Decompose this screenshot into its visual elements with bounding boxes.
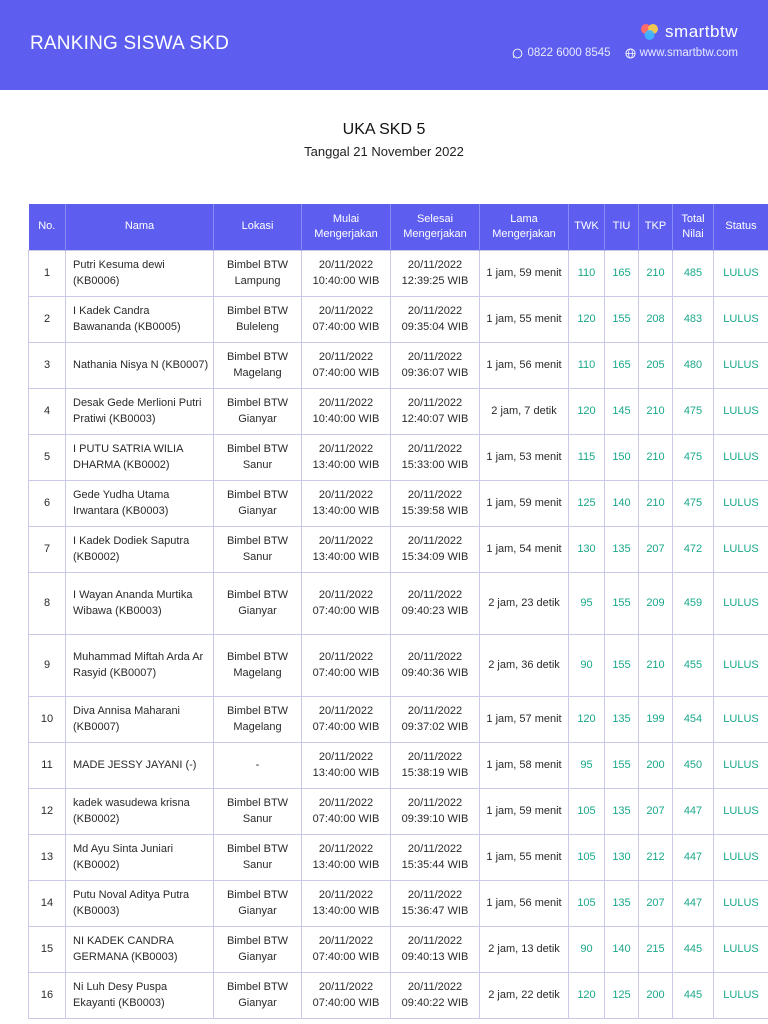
cell-tkp: 208 bbox=[639, 296, 673, 342]
cell-lama: 1 jam, 55 menit bbox=[480, 834, 569, 880]
table-row bbox=[29, 880, 768, 926]
page-title: RANKING SISWA SKD bbox=[30, 33, 230, 54]
cell-total: 483 bbox=[673, 296, 714, 342]
cell-status: LULUS bbox=[714, 972, 768, 1018]
cell-total: 475 bbox=[673, 388, 714, 434]
cell-nama: Desak Gede Merlioni Putri Pratiwi (KB0003) bbox=[66, 388, 214, 434]
cell-status: LULUS bbox=[714, 480, 768, 526]
cell-lokasi: Bimbel BTW Sanur bbox=[214, 788, 302, 834]
cell-status: LULUS bbox=[714, 296, 768, 342]
cell-lama: 2 jam, 7 detik bbox=[480, 388, 569, 434]
table-row bbox=[29, 342, 768, 388]
cell-selesai: 20/11/2022 09:37:02 WIB bbox=[391, 696, 480, 742]
cell-selesai: 20/11/2022 12:39:25 WIB bbox=[391, 250, 480, 296]
cell-mulai: 20/11/2022 10:40:00 WIB bbox=[302, 250, 391, 296]
whatsapp-icon bbox=[512, 48, 523, 59]
cell-mulai: 20/11/2022 07:40:00 WIB bbox=[302, 342, 391, 388]
phone-number: 0822 6000 8545 bbox=[527, 47, 611, 59]
cell-lama: 1 jam, 59 menit bbox=[480, 480, 569, 526]
header-lama: Lama Mengerjakan bbox=[480, 204, 569, 250]
cell-tiu: 155 bbox=[605, 742, 639, 788]
cell-tiu: 125 bbox=[605, 972, 639, 1018]
cell-twk: 130 bbox=[569, 526, 605, 572]
cell-lama: 1 jam, 55 menit bbox=[480, 296, 569, 342]
cell-total: 454 bbox=[673, 696, 714, 742]
table-row bbox=[29, 788, 768, 834]
cell-tkp: 200 bbox=[639, 742, 673, 788]
table-row bbox=[29, 250, 768, 296]
cell-twk: 95 bbox=[569, 742, 605, 788]
cell-twk: 120 bbox=[569, 696, 605, 742]
cell-no: 1 bbox=[29, 250, 66, 296]
cell-twk: 90 bbox=[569, 926, 605, 972]
cell-selesai: 20/11/2022 15:36:47 WIB bbox=[391, 880, 480, 926]
header-tkp: TKP bbox=[639, 204, 673, 250]
cell-tkp: 212 bbox=[639, 834, 673, 880]
cell-lokasi: Bimbel BTW Magelang bbox=[214, 342, 302, 388]
cell-tiu: 145 bbox=[605, 388, 639, 434]
cell-twk: 105 bbox=[569, 880, 605, 926]
cell-nama: Putu Noval Aditya Putra (KB0003) bbox=[66, 880, 214, 926]
header-banner bbox=[0, 0, 768, 90]
brand-name: smartbtw bbox=[665, 22, 738, 41]
cell-total: 480 bbox=[673, 342, 714, 388]
cell-mulai: 20/11/2022 13:40:00 WIB bbox=[302, 434, 391, 480]
cell-selesai: 20/11/2022 15:33:00 WIB bbox=[391, 434, 480, 480]
cell-mulai: 20/11/2022 10:40:00 WIB bbox=[302, 388, 391, 434]
table-row bbox=[29, 480, 768, 526]
cell-nama: MADE JESSY JAYANI (-) bbox=[66, 742, 214, 788]
cell-nama: kadek wasudewa krisna (KB0002) bbox=[66, 788, 214, 834]
table-row bbox=[29, 434, 768, 480]
table-row bbox=[29, 388, 768, 434]
cell-status: LULUS bbox=[714, 342, 768, 388]
cell-twk: 120 bbox=[569, 296, 605, 342]
cell-lama: 2 jam, 22 detik bbox=[480, 972, 569, 1018]
smartbtw-logo-icon bbox=[639, 22, 661, 42]
cell-nama: I Wayan Ananda Murtika Wibawa (KB0003) bbox=[66, 572, 214, 634]
cell-tkp: 209 bbox=[639, 572, 673, 634]
cell-status: LULUS bbox=[714, 742, 768, 788]
cell-selesai: 20/11/2022 09:40:13 WIB bbox=[391, 926, 480, 972]
cell-selesai: 20/11/2022 15:35:44 WIB bbox=[391, 834, 480, 880]
cell-no: 8 bbox=[29, 572, 66, 634]
cell-tkp: 207 bbox=[639, 880, 673, 926]
cell-lama: 1 jam, 56 menit bbox=[480, 342, 569, 388]
cell-status: LULUS bbox=[714, 434, 768, 480]
header-mulai: Mulai Mengerjakan bbox=[302, 204, 391, 250]
header-twk: TWK bbox=[569, 204, 605, 250]
cell-total: 459 bbox=[673, 572, 714, 634]
cell-tiu: 165 bbox=[605, 342, 639, 388]
table-row bbox=[29, 972, 768, 1018]
cell-selesai: 20/11/2022 09:40:22 WIB bbox=[391, 972, 480, 1018]
cell-mulai: 20/11/2022 07:40:00 WIB bbox=[302, 696, 391, 742]
cell-twk: 115 bbox=[569, 434, 605, 480]
contact-info bbox=[512, 47, 738, 59]
table-row bbox=[29, 742, 768, 788]
cell-total: 447 bbox=[673, 834, 714, 880]
cell-lokasi: Bimbel BTW Buleleng bbox=[214, 296, 302, 342]
cell-mulai: 20/11/2022 07:40:00 WIB bbox=[302, 572, 391, 634]
brand bbox=[639, 22, 738, 42]
header-total: Total Nilai bbox=[673, 204, 714, 250]
cell-mulai: 20/11/2022 07:40:00 WIB bbox=[302, 926, 391, 972]
cell-lokasi: Bimbel BTW Gianyar bbox=[214, 388, 302, 434]
cell-tkp: 210 bbox=[639, 634, 673, 696]
cell-twk: 120 bbox=[569, 972, 605, 1018]
cell-tiu: 140 bbox=[605, 926, 639, 972]
cell-nama: Gede Yudha Utama Irwantara (KB0003) bbox=[66, 480, 214, 526]
cell-no: 3 bbox=[29, 342, 66, 388]
table-row bbox=[29, 572, 768, 634]
cell-selesai: 20/11/2022 09:40:23 WIB bbox=[391, 572, 480, 634]
cell-total: 450 bbox=[673, 742, 714, 788]
cell-lama: 1 jam, 53 menit bbox=[480, 434, 569, 480]
cell-tkp: 207 bbox=[639, 526, 673, 572]
cell-selesai: 20/11/2022 09:35:04 WIB bbox=[391, 296, 480, 342]
cell-total: 475 bbox=[673, 434, 714, 480]
cell-total: 445 bbox=[673, 926, 714, 972]
cell-tiu: 165 bbox=[605, 250, 639, 296]
cell-twk: 110 bbox=[569, 250, 605, 296]
cell-mulai: 20/11/2022 13:40:00 WIB bbox=[302, 880, 391, 926]
cell-tiu: 135 bbox=[605, 788, 639, 834]
cell-lama: 1 jam, 58 menit bbox=[480, 742, 569, 788]
website-link[interactable]: www.smartbtw.com bbox=[639, 47, 738, 59]
cell-status: LULUS bbox=[714, 250, 768, 296]
table-header-row bbox=[29, 204, 768, 250]
cell-no: 6 bbox=[29, 480, 66, 526]
document-title: UKA SKD 5 bbox=[342, 121, 426, 138]
document-date: Tanggal 21 November 2022 bbox=[304, 144, 464, 159]
cell-lokasi: Bimbel BTW Gianyar bbox=[214, 880, 302, 926]
header-status: Status bbox=[714, 204, 768, 250]
cell-twk: 120 bbox=[569, 388, 605, 434]
cell-lokasi: Bimbel BTW Magelang bbox=[214, 634, 302, 696]
cell-tiu: 135 bbox=[605, 880, 639, 926]
cell-twk: 105 bbox=[569, 834, 605, 880]
cell-lama: 2 jam, 13 detik bbox=[480, 926, 569, 972]
cell-mulai: 20/11/2022 07:40:00 WIB bbox=[302, 296, 391, 342]
cell-no: 7 bbox=[29, 526, 66, 572]
cell-lokasi: Bimbel BTW Sanur bbox=[214, 434, 302, 480]
cell-status: LULUS bbox=[714, 388, 768, 434]
cell-lokasi: Bimbel BTW Sanur bbox=[214, 834, 302, 880]
cell-status: LULUS bbox=[714, 634, 768, 696]
cell-selesai: 20/11/2022 09:40:36 WIB bbox=[391, 634, 480, 696]
cell-mulai: 20/11/2022 07:40:00 WIB bbox=[302, 788, 391, 834]
cell-nama: Muhammad Miftah Arda Ar Rasyid (KB0007) bbox=[66, 634, 214, 696]
cell-selesai: 20/11/2022 15:38:19 WIB bbox=[391, 742, 480, 788]
cell-status: LULUS bbox=[714, 572, 768, 634]
cell-nama: Ni Luh Desy Puspa Ekayanti (KB0003) bbox=[66, 972, 214, 1018]
cell-no: 5 bbox=[29, 434, 66, 480]
table-row bbox=[29, 296, 768, 342]
cell-no: 4 bbox=[29, 388, 66, 434]
cell-no: 11 bbox=[29, 742, 66, 788]
cell-no: 13 bbox=[29, 834, 66, 880]
cell-tkp: 210 bbox=[639, 480, 673, 526]
cell-tkp: 199 bbox=[639, 696, 673, 742]
cell-total: 475 bbox=[673, 480, 714, 526]
cell-selesai: 20/11/2022 09:39:10 WIB bbox=[391, 788, 480, 834]
cell-lokasi: Bimbel BTW Magelang bbox=[214, 696, 302, 742]
cell-lokasi: Bimbel BTW Gianyar bbox=[214, 572, 302, 634]
cell-twk: 125 bbox=[569, 480, 605, 526]
table-row bbox=[29, 634, 768, 696]
cell-selesai: 20/11/2022 09:36:07 WIB bbox=[391, 342, 480, 388]
cell-total: 447 bbox=[673, 880, 714, 926]
cell-status: LULUS bbox=[714, 834, 768, 880]
cell-no: 15 bbox=[29, 926, 66, 972]
cell-lama: 2 jam, 23 detik bbox=[480, 572, 569, 634]
header-nama: Nama bbox=[66, 204, 214, 250]
table-row bbox=[29, 696, 768, 742]
cell-total: 472 bbox=[673, 526, 714, 572]
cell-lama: 1 jam, 56 menit bbox=[480, 880, 569, 926]
header-lokasi: Lokasi bbox=[214, 204, 302, 250]
cell-tkp: 210 bbox=[639, 250, 673, 296]
cell-nama: Md Ayu Sinta Juniari (KB0002) bbox=[66, 834, 214, 880]
header-no: No. bbox=[29, 204, 66, 250]
cell-tiu: 155 bbox=[605, 296, 639, 342]
cell-twk: 95 bbox=[569, 572, 605, 634]
cell-tiu: 155 bbox=[605, 634, 639, 696]
cell-mulai: 20/11/2022 13:40:00 WIB bbox=[302, 480, 391, 526]
cell-status: LULUS bbox=[714, 696, 768, 742]
cell-no: 12 bbox=[29, 788, 66, 834]
cell-nama: Putri Kesuma dewi (KB0006) bbox=[66, 250, 214, 296]
cell-status: LULUS bbox=[714, 526, 768, 572]
cell-tiu: 135 bbox=[605, 696, 639, 742]
cell-nama: I Kadek Dodiek Saputra (KB0002) bbox=[66, 526, 214, 572]
cell-total: 445 bbox=[673, 972, 714, 1018]
cell-twk: 90 bbox=[569, 634, 605, 696]
cell-selesai: 20/11/2022 15:39:58 WIB bbox=[391, 480, 480, 526]
cell-total: 455 bbox=[673, 634, 714, 696]
cell-total: 447 bbox=[673, 788, 714, 834]
cell-lama: 1 jam, 59 menit bbox=[480, 250, 569, 296]
cell-mulai: 20/11/2022 07:40:00 WIB bbox=[302, 972, 391, 1018]
cell-tkp: 210 bbox=[639, 434, 673, 480]
cell-tiu: 155 bbox=[605, 572, 639, 634]
cell-mulai: 20/11/2022 13:40:00 WIB bbox=[302, 834, 391, 880]
cell-mulai: 20/11/2022 07:40:00 WIB bbox=[302, 634, 391, 696]
cell-lama: 1 jam, 54 menit bbox=[480, 526, 569, 572]
cell-lokasi: Bimbel BTW Gianyar bbox=[214, 972, 302, 1018]
cell-nama: I PUTU SATRIA WILIA DHARMA (KB0002) bbox=[66, 434, 214, 480]
table-row bbox=[29, 834, 768, 880]
cell-total: 485 bbox=[673, 250, 714, 296]
cell-lama: 2 jam, 36 detik bbox=[480, 634, 569, 696]
table-row bbox=[29, 526, 768, 572]
cell-lokasi: Bimbel BTW Lampung bbox=[214, 250, 302, 296]
cell-lokasi: Bimbel BTW Gianyar bbox=[214, 926, 302, 972]
cell-status: LULUS bbox=[714, 880, 768, 926]
cell-tkp: 210 bbox=[639, 388, 673, 434]
cell-no: 10 bbox=[29, 696, 66, 742]
cell-lokasi: Bimbel BTW Sanur bbox=[214, 526, 302, 572]
cell-nama: I Kadek Candra Bawananda (KB0005) bbox=[66, 296, 214, 342]
cell-tiu: 130 bbox=[605, 834, 639, 880]
cell-no: 9 bbox=[29, 634, 66, 696]
cell-tiu: 140 bbox=[605, 480, 639, 526]
cell-twk: 105 bbox=[569, 788, 605, 834]
cell-status: LULUS bbox=[714, 926, 768, 972]
cell-lama: 1 jam, 57 menit bbox=[480, 696, 569, 742]
cell-lokasi: Bimbel BTW Gianyar bbox=[214, 480, 302, 526]
cell-lokasi: - bbox=[214, 742, 302, 788]
cell-selesai: 20/11/2022 12:40:07 WIB bbox=[391, 388, 480, 434]
cell-twk: 110 bbox=[569, 342, 605, 388]
cell-nama: NI KADEK CANDRA GERMANA (KB0003) bbox=[66, 926, 214, 972]
cell-tkp: 200 bbox=[639, 972, 673, 1018]
cell-nama: Nathania Nisya N (KB0007) bbox=[66, 342, 214, 388]
cell-tkp: 215 bbox=[639, 926, 673, 972]
cell-lama: 1 jam, 59 menit bbox=[480, 788, 569, 834]
cell-no: 14 bbox=[29, 880, 66, 926]
ranking-table bbox=[28, 204, 768, 1019]
table-row bbox=[29, 926, 768, 972]
cell-no: 2 bbox=[29, 296, 66, 342]
cell-selesai: 20/11/2022 15:34:09 WIB bbox=[391, 526, 480, 572]
cell-tkp: 205 bbox=[639, 342, 673, 388]
cell-nama: Diva Annisa Maharani (KB0007) bbox=[66, 696, 214, 742]
cell-tkp: 207 bbox=[639, 788, 673, 834]
cell-no: 16 bbox=[29, 972, 66, 1018]
header-selesai: Selesai Mengerjakan bbox=[391, 204, 480, 250]
cell-tiu: 150 bbox=[605, 434, 639, 480]
header-tiu: TIU bbox=[605, 204, 639, 250]
cell-mulai: 20/11/2022 13:40:00 WIB bbox=[302, 526, 391, 572]
cell-status: LULUS bbox=[714, 788, 768, 834]
globe-icon bbox=[625, 48, 636, 59]
cell-mulai: 20/11/2022 13:40:00 WIB bbox=[302, 742, 391, 788]
cell-tiu: 135 bbox=[605, 526, 639, 572]
